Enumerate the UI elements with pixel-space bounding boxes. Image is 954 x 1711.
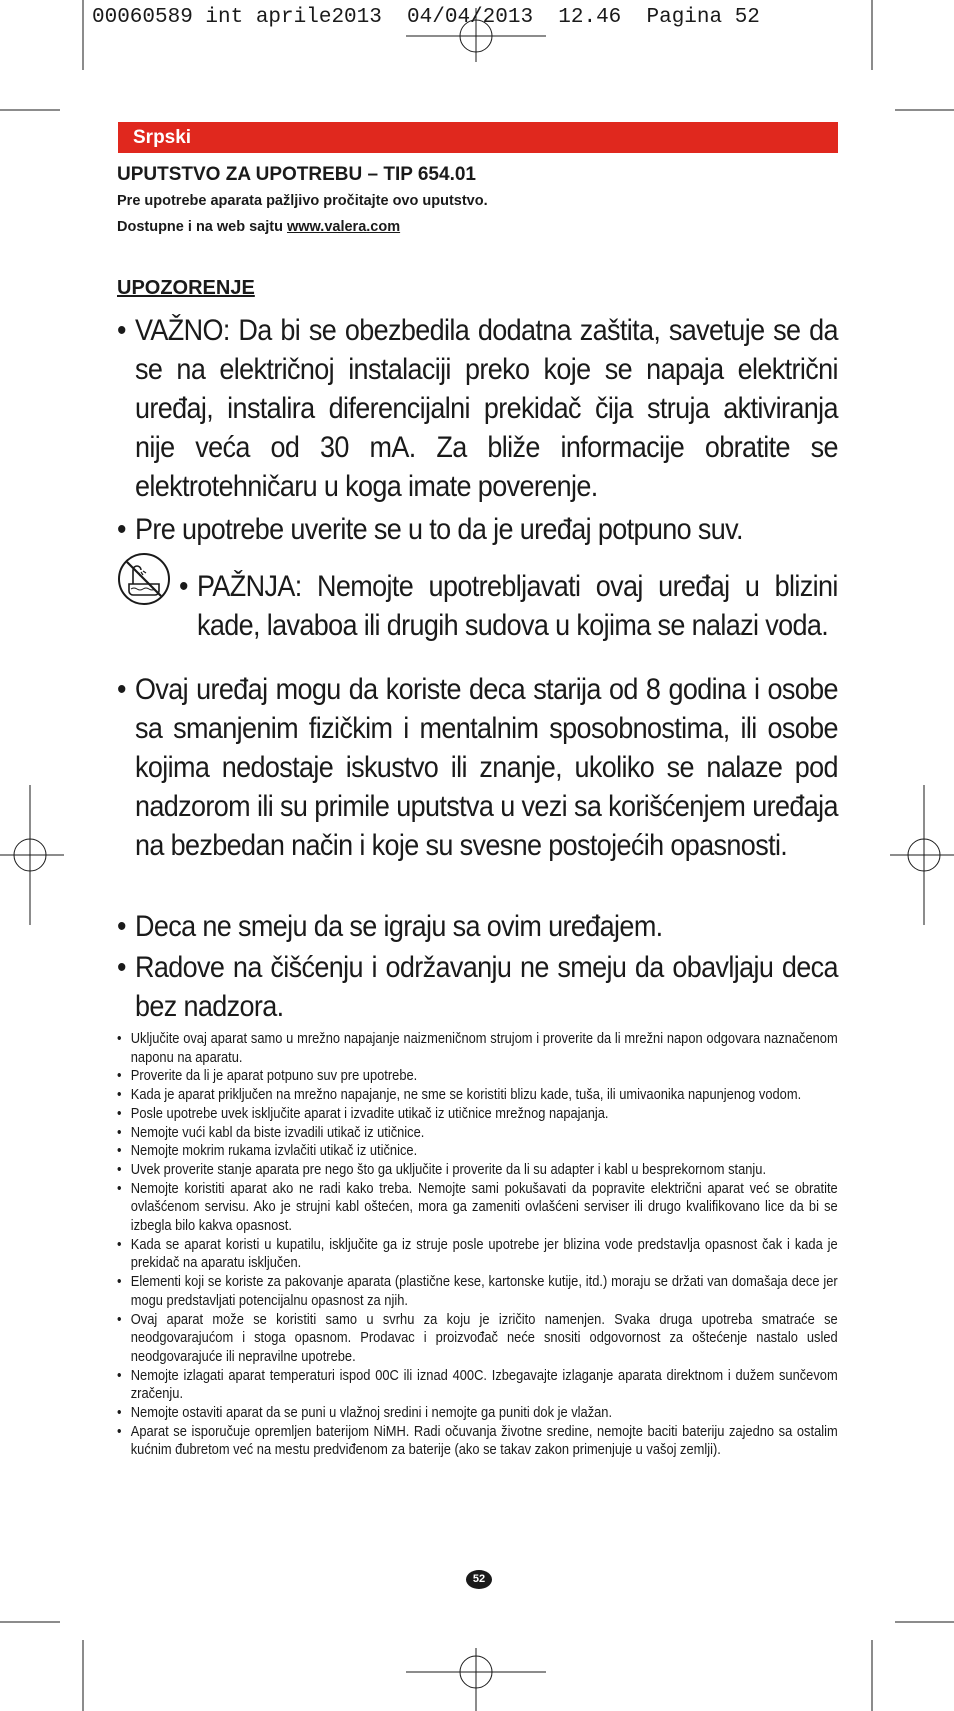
list-item: • Kada je aparat priključen na mrežno napajanje, ne sme se koristiti blizu kade, tuša, ili umivaonika napunjenog vodom.	[117, 1086, 838, 1105]
bullet: •	[117, 513, 126, 546]
list-item: • Proverite da li je aparat potpuno suv pre upotrebe.	[117, 1067, 838, 1086]
large-bullet-item	[117, 948, 838, 1026]
manual-title: UPUTSTVO ZA UPOTREBU – TIP 654.01	[117, 164, 476, 185]
list-item: • Ovaj aparat može se koristiti samo u svrhu za koju je izričito namenjen. Svaka druga upotreba smatraće se neodgovarajućom i stoga opasnom. Prodavac i proizvođač neće snositi odgovornost za oštećenje nastalo usled neodgovarajuće ili nepravilne upotrebe.	[117, 1311, 838, 1367]
list-item: • Aparat se isporučuje opremljen baterijom NiMH. Radi očuvanja životne sredine, nemojte baciti bateriju zajedno sa ostalim kućnim đubretom već na mestu predviđenom za baterije (ako se takav zakon primenjuje u vašoj zemlji).	[117, 1423, 838, 1460]
large-bullet-item	[117, 670, 838, 865]
list-item: • Uvek proverite stanje aparata pre nego što ga uključite i proverite da li su adapter i kabl u besprekornom stanju.	[117, 1161, 838, 1180]
list-item: • Nemojte koristiti aparat ako ne radi kako treba. Nemojte sami pokušavati da popravite električni aparat već se obratite ovlašćenom servisu. Ako je strujni kabl oštećen, mora ga zameniti ovlašćeni serviser ili drugo kvalifikovano lice da bi se izbegla bilo kakva opasnost.	[117, 1180, 838, 1236]
large-bullet-item	[117, 907, 838, 946]
language-tab: Srpski	[118, 122, 838, 153]
list-item: • Posle upotrebe uvek isključite aparat i izvadite utikač iz utičnice mrežnog napajanja.	[117, 1105, 838, 1124]
list-item: • Uključite ovaj aparat samo u mrežno napajanje naizmeničnom strujom i proverite da li mrežni napon odgovara naznačenom naponu na aparatu.	[117, 1030, 838, 1067]
list-item: • Nemojte ostaviti aparat da se puni u vlažnoj sredini i nemojte ga puniti dok je vlažan.	[117, 1404, 838, 1423]
large-bullet-text: Radove na čišćenju i održavanju ne smeju da obavljaju deca bez nadzora.	[135, 951, 838, 1023]
large-bullet-item	[179, 567, 838, 645]
print-slug: 00060589 int aprile2013 04/04/2013 12.46 Pagina 52	[92, 6, 760, 29]
registration-mark-icon	[0, 785, 64, 925]
website-link[interactable]: www.valera.com	[287, 219, 401, 235]
large-bullet-item	[117, 311, 838, 506]
registration-mark-icon	[406, 1640, 546, 1711]
website-note	[117, 219, 400, 235]
list-item: • Nemojte mokrim rukama izvlačiti utikač iz utičnice.	[117, 1142, 838, 1161]
read-instructions-note: Pre upotrebe aparata pažljivo pročitajte ovo uputstvo.	[117, 193, 488, 209]
no-bath-water-icon	[116, 551, 172, 607]
large-bullet-text: PAŽNJA: Nemojte upotrebljavati ovaj uređaj u blizini kade, lavaboa ili drugih sudova u kojima se nalazi voda.	[197, 570, 838, 642]
website-note-prefix: Dostupne i na web sajtu	[117, 219, 287, 235]
list-item: • Elementi koji se koriste za pakovanje aparata (plastične kese, kartonske kutije, itd.) moraju se držati van domašaja dece jer mogu predstavljati potencijalnu opasnost za njih.	[117, 1273, 838, 1310]
large-bullet-item	[117, 510, 838, 549]
bullet: •	[117, 910, 126, 943]
large-bullet-text: Ovaj uređaj mogu da koriste deca starija od 8 godina i osobe sa smanjenim fizičkim i mentalnim sposobnostima, ili osobe kojima nedostaje iskustvo ili znanje, ukoliko se nalaze pod nadzorom ili su primile uputstva u vezi sa korišćenjem uređaja na bezbedan način i koje su svesne postojećih opasnosti.	[135, 673, 838, 862]
small-bullet-list	[117, 1030, 838, 1460]
page-number: 52	[466, 1570, 492, 1589]
list-item: • Nemojte izlagati aparat temperaturi ispod 00C ili iznad 400C. Izbegavajte izlaganje aparata direktnom i dužem sunčevom zračenju.	[117, 1367, 838, 1404]
large-bullet-text: Deca ne smeju da se igraju sa ovim uređajem.	[135, 910, 663, 943]
bullet: •	[117, 314, 126, 347]
bullet: •	[179, 570, 188, 603]
warning-heading: UPOZORENJE	[117, 277, 255, 299]
list-item: • Kada se aparat koristi u kupatilu, isključite ga iz struje posle upotrebe jer blizina vode predstavlja opasnost čak i kada je prekidač na aparatu isključen.	[117, 1236, 838, 1273]
registration-mark-icon	[406, 0, 546, 70]
bullet: •	[117, 951, 126, 984]
large-bullet-text: Pre upotrebe uverite se u to da je uređaj potpuno suv.	[135, 513, 743, 546]
bullet: •	[117, 673, 126, 706]
list-item: • Nemojte vući kabl da biste izvadili utikač iz utičnice.	[117, 1124, 838, 1143]
registration-mark-icon	[890, 785, 954, 925]
large-bullet-text: VAŽNO: Da bi se obezbedila dodatna zaštita, savetuje se da se na električnoj instalaciji preko koje se napaja električni uređaj, instalira diferencijalni prekidač čija struja aktiviranja nije veća od 30 mA. Za bliže informacije obratite se elektrotehničaru u koga imate poverenje.	[135, 314, 838, 503]
